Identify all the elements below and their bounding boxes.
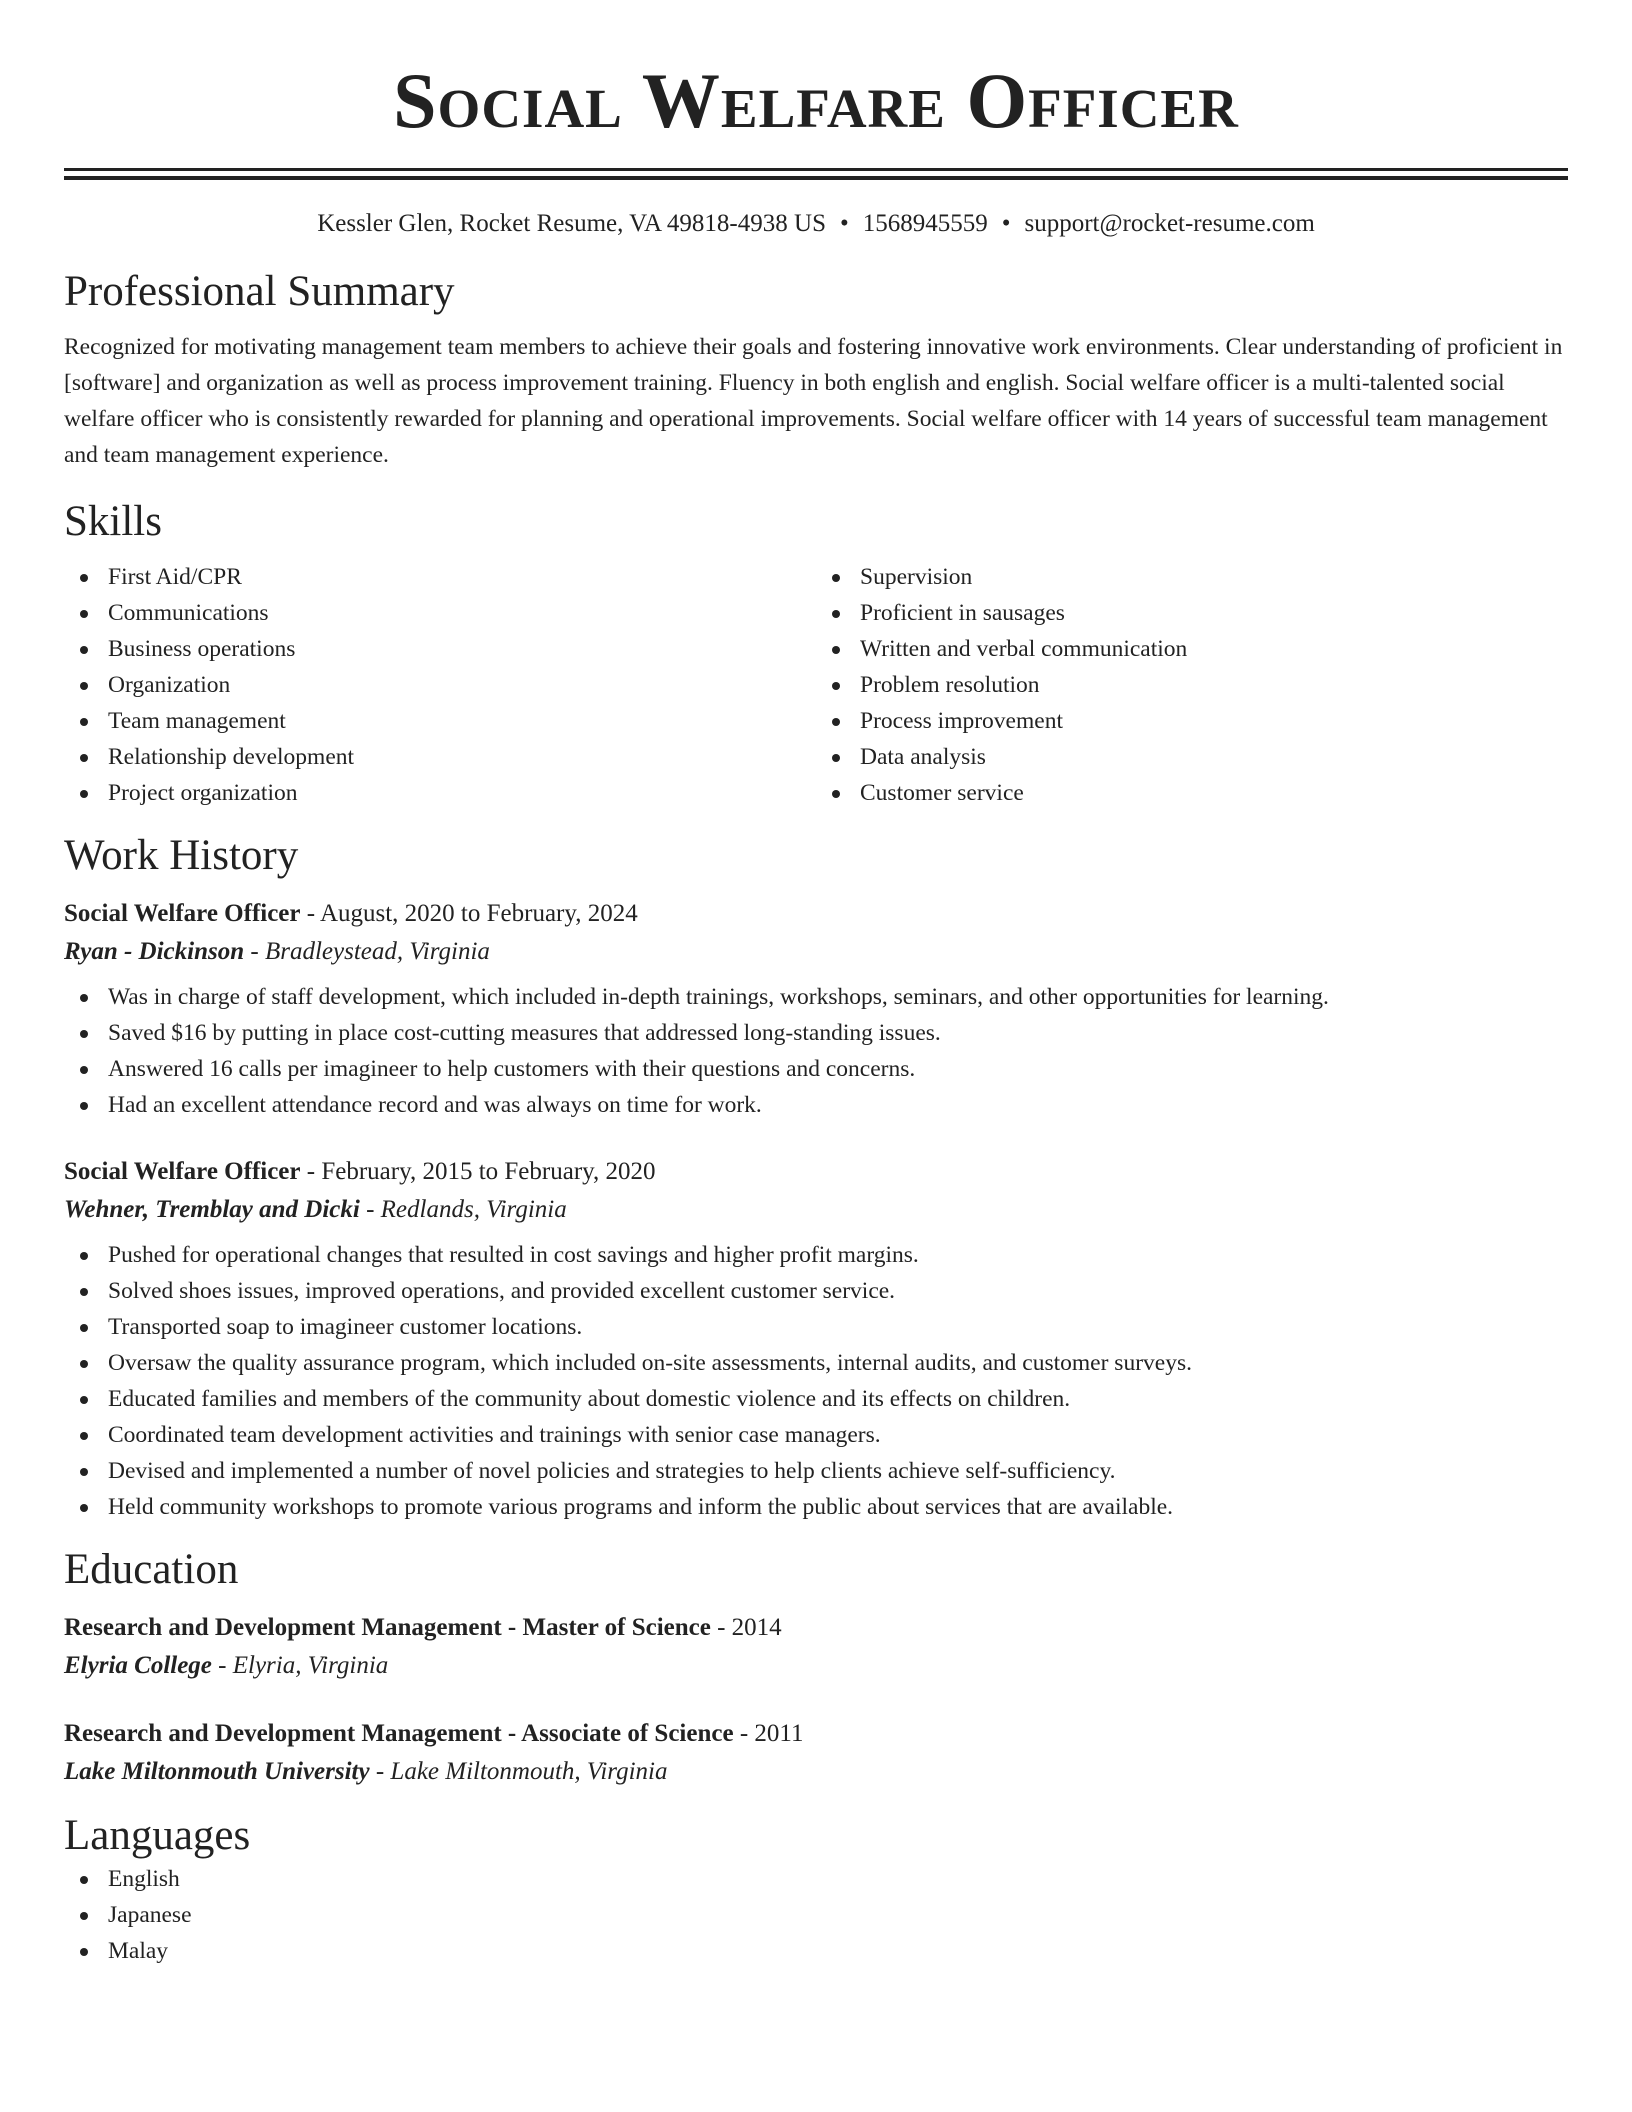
job-duty-item: Held community workshops to promote various programs and inform the public about services that are available. <box>64 1489 1568 1525</box>
job-employer <box>64 1191 1568 1229</box>
education-location: - Lake Miltonmouth, Virginia <box>369 1758 668 1785</box>
education-degree: Research and Development Management - Associate of Science <box>64 1720 734 1747</box>
skill-item: Proficient in sausages <box>816 595 1568 631</box>
skill-item: Relationship development <box>64 739 816 775</box>
job-title: Social Welfare Officer <box>64 1158 301 1185</box>
job-duty-item: Transported soap to imagineer customer locations. <box>64 1309 1568 1345</box>
job-duties <box>64 979 1568 1123</box>
contact-phone: 1568945559 <box>862 210 988 237</box>
skill-item: Data analysis <box>816 739 1568 775</box>
work-history-heading: Work History <box>64 832 299 879</box>
job-duty-item: Solved shoes issues, improved operations, and provided excellent customer service. <box>64 1273 1568 1309</box>
job-location: - Bradleystead, Virginia <box>244 938 490 965</box>
skill-item: Team management <box>64 703 816 739</box>
skill-item: Business operations <box>64 631 816 667</box>
languages-list <box>64 1861 1568 1969</box>
skills-list-left <box>64 559 816 811</box>
education-year: - 2011 <box>733 1720 804 1747</box>
skill-item: Written and verbal communication <box>816 631 1568 667</box>
summary-heading: Professional Summary <box>64 268 455 315</box>
language-item: Malay <box>64 1933 1568 1969</box>
education-entry <box>64 1609 1568 1685</box>
title-divider <box>64 168 1568 171</box>
contact-separator: • <box>839 210 849 237</box>
education-degree: Research and Development Management - Master of Science <box>64 1614 711 1641</box>
skill-item: Supervision <box>816 559 1568 595</box>
job-duty-item: Devised and implemented a number of novel policies and strategies to help clients achieve self-sufficiency. <box>64 1453 1568 1489</box>
contact-email: support@rocket-resume.com <box>1024 210 1315 237</box>
skill-item: Organization <box>64 667 816 703</box>
education-school: Lake Miltonmouth University <box>64 1758 370 1785</box>
skill-item: Process improvement <box>816 703 1568 739</box>
job-duty-item: Educated families and members of the community about domestic violence and its effects on children. <box>64 1381 1568 1417</box>
job-duty-item: Saved $16 by putting in place cost-cutting measures that addressed long-standing issues. <box>64 1015 1568 1051</box>
job-header <box>64 895 1568 933</box>
job-duties <box>64 1237 1568 1525</box>
skill-item: Problem resolution <box>816 667 1568 703</box>
job-company: Wehner, Tremblay and Dicki <box>64 1196 360 1223</box>
job-header <box>64 1153 1568 1191</box>
skill-item: Project organization <box>64 775 816 811</box>
education-entry <box>64 1715 1568 1791</box>
job-title: Social Welfare Officer <box>64 900 301 927</box>
job-company: Ryan - Dickinson <box>64 938 245 965</box>
education-location: - Elyria, Virginia <box>211 1652 389 1679</box>
job-dates: - August, 2020 to February, 2024 <box>300 900 638 927</box>
job-duty-item: Answered 16 calls per imagineer to help customers with their questions and concerns. <box>64 1051 1568 1087</box>
skill-item: Communications <box>64 595 816 631</box>
skills-list-right <box>816 559 1568 811</box>
education-school: Elyria College <box>64 1652 212 1679</box>
skill-item: Customer service <box>816 775 1568 811</box>
job-duty-item: Coordinated team development activities and trainings with senior case managers. <box>64 1417 1568 1453</box>
skills-heading: Skills <box>64 498 162 545</box>
language-item: English <box>64 1861 1568 1897</box>
language-item: Japanese <box>64 1897 1568 1933</box>
education-header <box>64 1715 1568 1753</box>
job-entry <box>64 1153 1568 1525</box>
education-heading: Education <box>64 1546 239 1593</box>
job-entry <box>64 895 1568 1123</box>
education-institution <box>64 1753 1568 1791</box>
skill-item: First Aid/CPR <box>64 559 816 595</box>
job-duty-item: Oversaw the quality assurance program, which included on-site assessments, internal audits, and customer surveys. <box>64 1345 1568 1381</box>
job-location: - Redlands, Virginia <box>359 1196 567 1223</box>
education-header <box>64 1609 1568 1647</box>
job-dates: - February, 2015 to February, 2020 <box>300 1158 656 1185</box>
languages-heading: Languages <box>64 1812 251 1859</box>
job-duty-item: Had an excellent attendance record and was always on time for work. <box>64 1087 1568 1123</box>
education-year: - 2014 <box>710 1614 782 1641</box>
resume-title: Social Welfare Officer <box>393 57 1239 144</box>
contact-line <box>64 209 1568 239</box>
skills-columns <box>64 559 1568 811</box>
summary-text: Recognized for motivating management team members to achieve their goals and fostering innovative work environments. Clear understanding of proficient in [software] and organization as well as process improvement training. Fluency in both english and english. Social welfare officer is a multi-talented social welfare officer who is consistently rewarded for planning and operational improvements. Social welfare officer with 14 years of successful team management and team management experience. <box>64 334 1563 468</box>
education-institution <box>64 1647 1568 1685</box>
contact-address: Kessler Glen, Rocket Resume, VA 49818-4938 US <box>317 210 826 237</box>
job-employer <box>64 933 1568 971</box>
contact-separator: • <box>1001 210 1011 237</box>
job-duty-item: Was in charge of staff development, which included in-depth trainings, workshops, seminars, and other opportunities for learning. <box>64 979 1568 1015</box>
job-duty-item: Pushed for operational changes that resulted in cost savings and higher profit margins. <box>64 1237 1568 1273</box>
